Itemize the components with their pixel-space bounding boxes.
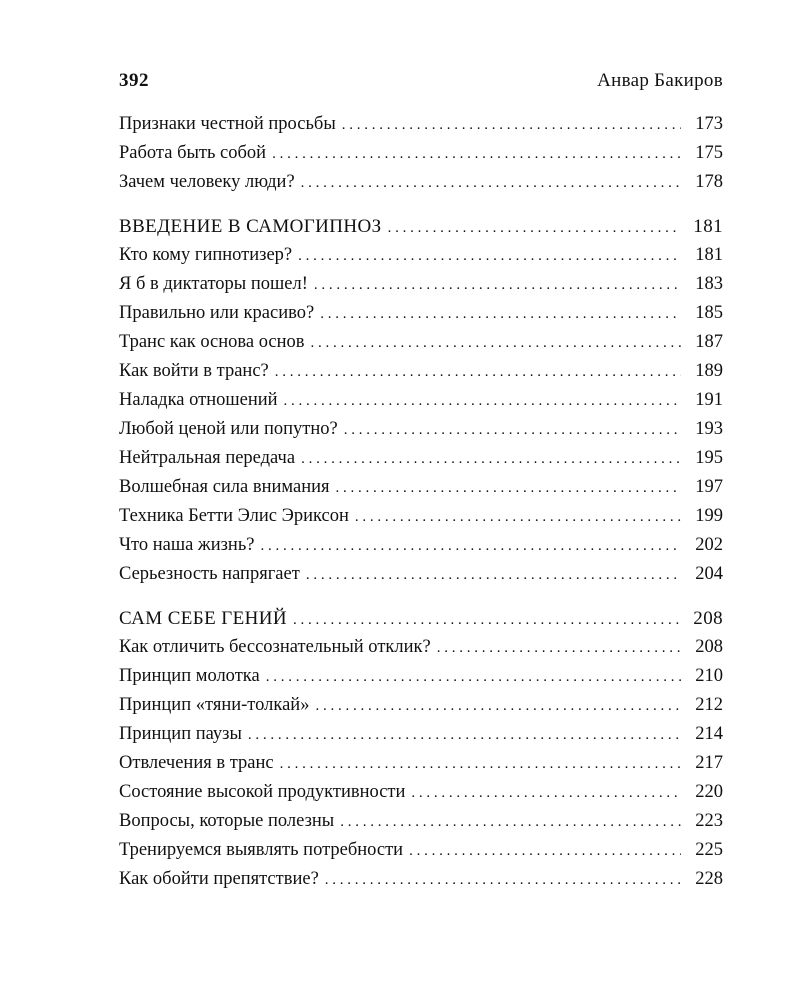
running-head <box>119 70 723 98</box>
toc-entry-page: 199 <box>695 506 723 526</box>
dot-leader <box>411 779 681 808</box>
toc-entry <box>119 357 723 386</box>
toc-entry-title: Вопросы, которые полезны <box>119 811 335 831</box>
toc-entry <box>119 778 723 807</box>
toc-entry <box>119 633 723 662</box>
dot-leader <box>340 808 681 837</box>
toc-entry-page: 181 <box>693 216 723 237</box>
toc-entry-page: 181 <box>695 245 723 265</box>
dot-leader <box>272 140 681 169</box>
toc-entry-title: Любой ценой или попутно? <box>119 419 338 439</box>
toc-entry-title: Работа быть собой <box>119 143 267 163</box>
dot-leader <box>344 416 681 445</box>
toc-entry-page: 204 <box>695 564 723 584</box>
toc-entry <box>119 560 723 589</box>
toc-entry-title: САМ СЕБЕ ГЕНИЙ <box>119 608 287 629</box>
toc-entry-title: Состояние высокой продуктивности <box>119 782 406 802</box>
toc-entry-title: Тренируемся выявлять потребности <box>119 840 404 860</box>
toc-entry <box>119 502 723 531</box>
toc-entry <box>119 241 723 270</box>
dot-leader <box>266 663 681 692</box>
author-name: Анвар Бакиров <box>597 70 723 91</box>
dot-leader <box>248 721 681 750</box>
toc-entry-title: Наладка отношений <box>119 390 278 410</box>
dot-leader <box>284 387 681 416</box>
dot-leader <box>342 111 681 140</box>
dot-leader <box>280 750 681 779</box>
toc-entry-page: 223 <box>695 811 723 831</box>
toc-entry-title: Нейтральная передача <box>119 448 296 468</box>
dot-leader <box>301 169 681 198</box>
dot-leader <box>275 358 681 387</box>
toc-entry-page: 191 <box>695 390 723 410</box>
toc-entry-title: Как отличить бессознательный отклик? <box>119 637 431 657</box>
dot-leader <box>437 634 681 663</box>
toc-entry-page: 197 <box>695 477 723 497</box>
toc-entry-page: 175 <box>695 143 723 163</box>
toc-entry <box>119 110 723 139</box>
toc-entry <box>119 328 723 357</box>
toc-entry <box>119 531 723 560</box>
page-number: 392 <box>119 70 149 91</box>
dot-leader <box>298 242 681 271</box>
toc-entry-title: Принцип молотка <box>119 666 260 686</box>
dot-leader <box>336 474 681 503</box>
toc-section-heading <box>119 212 723 241</box>
toc-entry-title: Зачем человеку люди? <box>119 172 295 192</box>
toc-entry <box>119 691 723 720</box>
dot-leader <box>260 532 681 561</box>
toc-entry-title: Транс как основа основ <box>119 332 305 352</box>
dot-leader <box>355 503 681 532</box>
toc-entry <box>119 299 723 328</box>
dot-leader <box>315 692 681 721</box>
dot-leader <box>325 866 681 895</box>
toc-entry <box>119 749 723 778</box>
toc-entry <box>119 139 723 168</box>
toc-entry <box>119 865 723 894</box>
toc-entry <box>119 720 723 749</box>
toc-entry-title: Принцип «тяни-толкай» <box>119 695 310 715</box>
toc-entry-page: 208 <box>695 637 723 657</box>
toc-entry <box>119 168 723 197</box>
toc-entry <box>119 473 723 502</box>
toc-entry-page: 210 <box>695 666 723 686</box>
toc-entry-page: 187 <box>695 332 723 352</box>
toc-entry-title: Как обойти препятствие? <box>119 869 319 889</box>
toc-entry <box>119 807 723 836</box>
toc-entry-title: Техника Бетти Элис Эриксон <box>119 506 349 526</box>
dot-leader <box>306 561 681 590</box>
toc-entry-page: 214 <box>695 724 723 744</box>
toc-entry-title: Я б в диктаторы пошел! <box>119 274 308 294</box>
toc-entry-page: 228 <box>695 869 723 889</box>
dot-leader <box>301 445 681 474</box>
toc-entry-page: 208 <box>693 608 723 629</box>
dot-leader <box>409 837 681 866</box>
dot-leader <box>388 214 681 243</box>
toc-entry-title: Кто кому гипнотизер? <box>119 245 293 265</box>
toc-section-heading <box>119 604 723 633</box>
toc-entry-page: 202 <box>695 535 723 555</box>
toc-entry-title: Волшебная сила внимания <box>119 477 330 497</box>
toc-entry-page: 189 <box>695 361 723 381</box>
dot-leader <box>320 300 681 329</box>
toc-entry <box>119 662 723 691</box>
toc-entry-page: 193 <box>695 419 723 439</box>
toc-entry-page: 173 <box>695 114 723 134</box>
toc-entry-page: 178 <box>695 172 723 192</box>
toc-entry <box>119 386 723 415</box>
toc-entry-title: Что наша жизнь? <box>119 535 255 555</box>
toc-entry <box>119 270 723 299</box>
dot-leader <box>314 271 681 300</box>
toc-entry-title: ВВЕДЕНИЕ В САМОГИПНОЗ <box>119 216 382 237</box>
dot-leader <box>293 606 681 635</box>
toc-entry-page: 212 <box>695 695 723 715</box>
toc-entry <box>119 444 723 473</box>
toc-entry-title: Серьезность напрягает <box>119 564 300 584</box>
toc-entry-title: Принцип паузы <box>119 724 242 744</box>
toc-entry-title: Отвлечения в транс <box>119 753 274 773</box>
toc-entry-page: 183 <box>695 274 723 294</box>
dot-leader <box>311 329 681 358</box>
toc-entry-page: 195 <box>695 448 723 468</box>
toc-entry-title: Правильно или красиво? <box>119 303 315 323</box>
table-of-contents <box>119 110 723 894</box>
toc-entry-title: Признаки честной просьбы <box>119 114 336 134</box>
toc-entry-page: 185 <box>695 303 723 323</box>
toc-entry-page: 217 <box>695 753 723 773</box>
toc-entry <box>119 836 723 865</box>
toc-entry-page: 225 <box>695 840 723 860</box>
toc-entry-page: 220 <box>695 782 723 802</box>
toc-entry-title: Как войти в транс? <box>119 361 269 381</box>
toc-entry <box>119 415 723 444</box>
